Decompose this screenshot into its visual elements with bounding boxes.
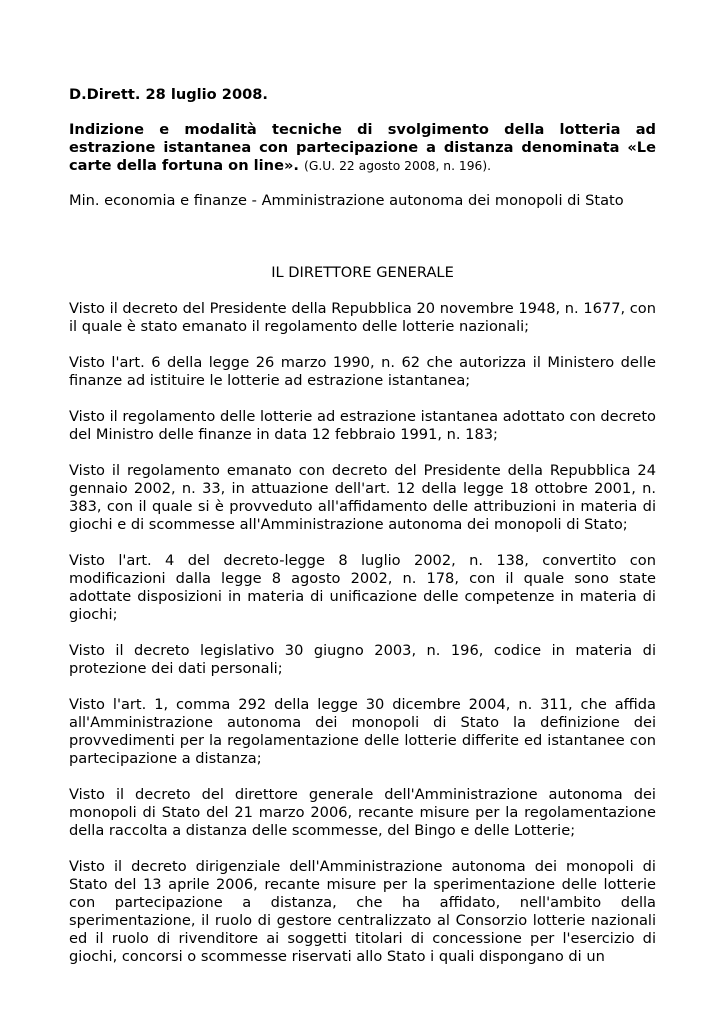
decree-title-text: Indizione e modalità tecniche di svolgimento della lotteria ad estrazione istantanea con partecipazione a distanza denominata «Le carte della fortuna on line». bbox=[69, 121, 656, 174]
recital-paragraph: Visto il decreto del Presidente della Repubblica 20 novembre 1948, n. 1677, con il quale è stato emanato il regolamento delle lotterie nazionali; bbox=[69, 300, 656, 335]
section-heading: IL DIRETTORE GENERALE bbox=[271, 264, 454, 281]
recital-paragraph: Visto il decreto legislativo 30 giugno 2003, n. 196, codice in materia di protezione dei dati personali; bbox=[69, 642, 656, 677]
document-page bbox=[69, 86, 656, 984]
recital-paragraph: Visto l'art. 4 del decreto-legge 8 luglio 2002, n. 138, convertito con modificazioni dalla legge 8 agosto 2002, n. 178, con il quale sono state adottate disposizioni in materia di unificazione delle competenze in materia di giochi; bbox=[69, 552, 656, 623]
recital-paragraph: Visto il decreto dirigenziale dell'Amministrazione autonoma dei monopoli di Stato del 13 aprile 2006, recante misure per la sperimentazione delle lotterie con partecipazione a distanza, che ha affidato, nell'ambito della sperimentazione, il ruolo di gestore centralizzato al Consorzio lotterie nazionali ed il ruolo di rivenditore ai soggetti titolari di concessione per l'esercizio di giochi, concorsi o scommesse riservati allo Stato i quali dispongano di un bbox=[69, 858, 656, 965]
recital-paragraph: Visto l'art. 1, comma 292 della legge 30 dicembre 2004, n. 311, che affida all'Amministrazione autonoma dei monopoli di Stato la definizione dei provvedimenti per la regolamentazione delle lotterie differite ed istantanee con partecipazione a distanza; bbox=[69, 696, 656, 767]
recital-paragraph: Visto il regolamento delle lotterie ad estrazione istantanea adottato con decreto del Ministro delle finanze in data 12 febbraio 1991, n. 183; bbox=[69, 408, 656, 443]
issuing-authority: Min. economia e finanze - Amministrazione autonoma dei monopoli di Stato bbox=[69, 192, 624, 209]
recital-paragraph: Visto l'art. 6 della legge 26 marzo 1990, n. 62 che autorizza il Ministero delle finanze ad istituire le lotterie ad estrazione istantanea; bbox=[69, 354, 656, 389]
recital-paragraph: Visto il regolamento emanato con decreto del Presidente della Repubblica 24 gennaio 2002, n. 33, in attuazione dell'art. 12 della legge 18 ottobre 2001, n. 383, con il quale si è provveduto all'affidamento delle attribuzioni in materia di giochi e di scommesse all'Amministrazione autonoma dei monopoli di Stato; bbox=[69, 462, 656, 533]
gazette-reference: (G.U. 22 agosto 2008, n. 196). bbox=[304, 159, 492, 173]
recital-paragraph: Visto il decreto del direttore generale dell'Amministrazione autonoma dei monopoli di Stato del 21 marzo 2006, recante misure per la regolamentazione della raccolta a distanza delle scommesse, del Bingo e delle Lotterie; bbox=[69, 786, 656, 839]
decree-date: D.Dirett. 28 luglio 2008. bbox=[69, 86, 268, 103]
decree-title bbox=[69, 121, 656, 175]
